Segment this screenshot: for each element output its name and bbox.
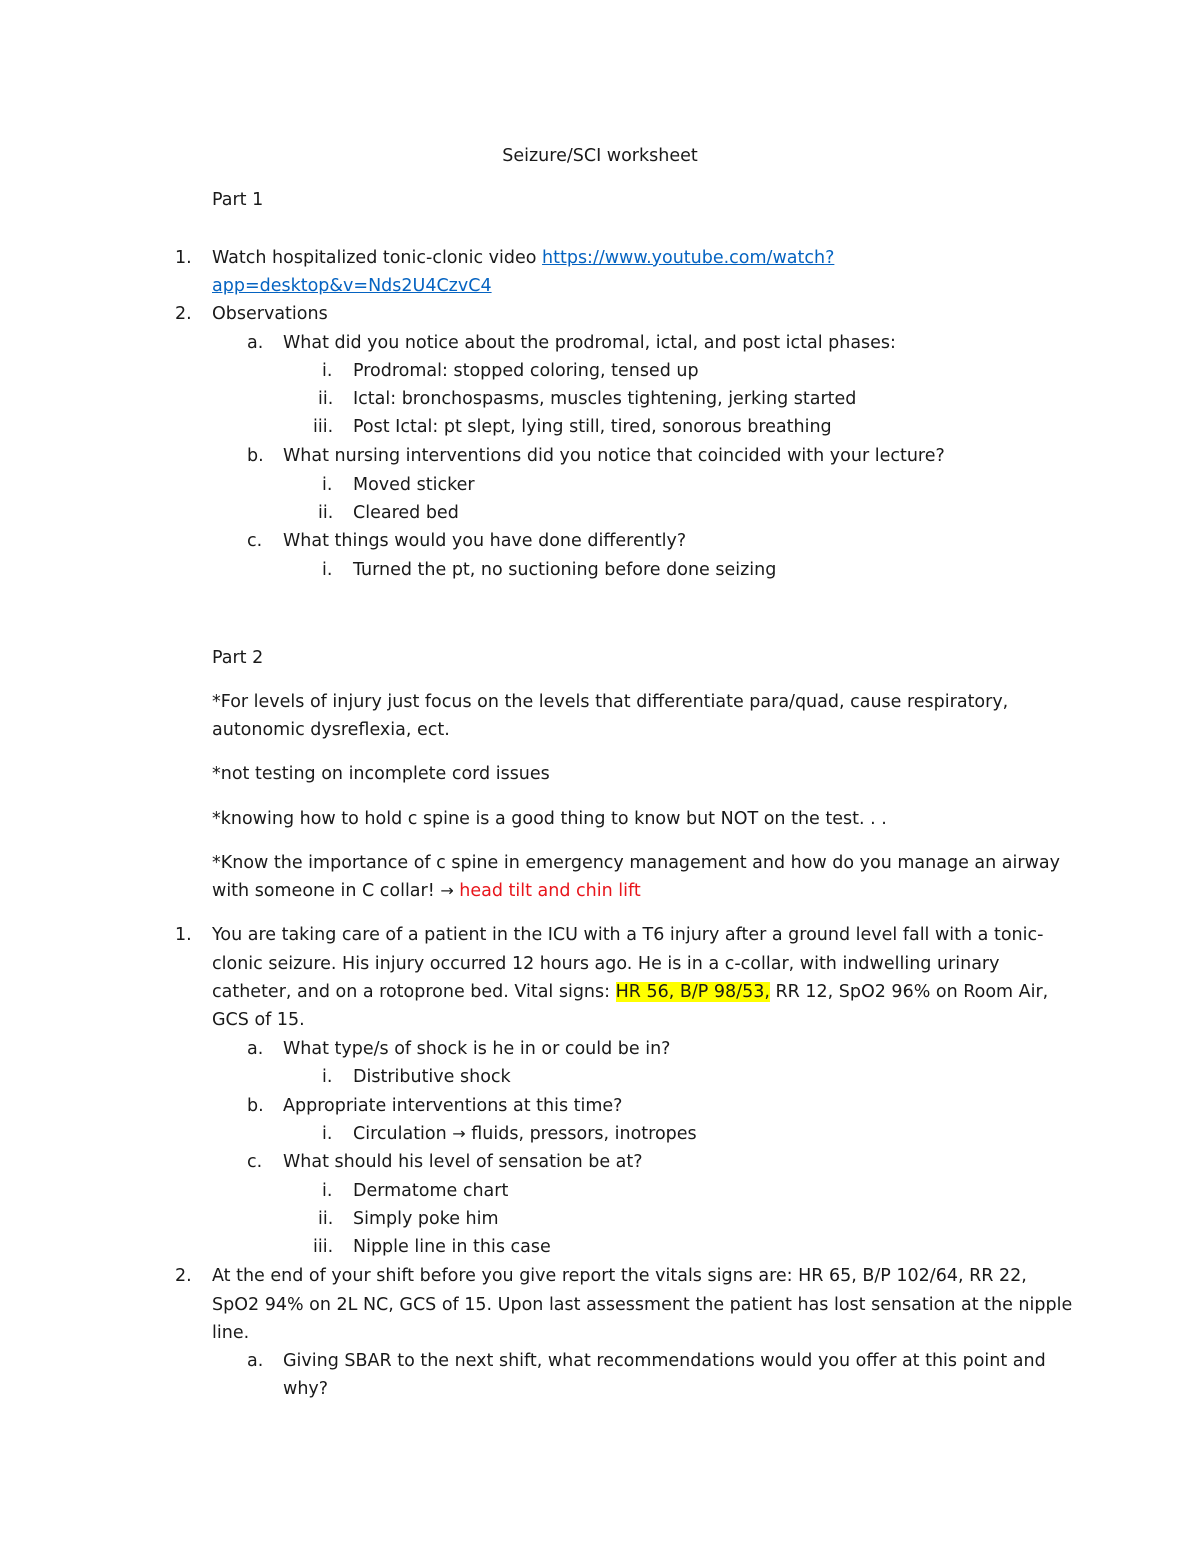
sub-label: a. xyxy=(247,1039,264,1059)
question-line xyxy=(212,984,1048,1002)
answer-text: Distributive shock xyxy=(353,1067,511,1087)
question-line: SpO2 94% on 2L NC, GCS of 15. Upon last assessment the patient has lost sensation at the nipple xyxy=(212,1295,1073,1315)
video-link[interactable]: https://www.youtube.com/watch? xyxy=(542,248,835,268)
answer-text: Moved sticker xyxy=(353,475,475,495)
answer-text xyxy=(353,1126,697,1144)
answer-text: Post Ictal: pt slept, lying still, tired, sonorous breathing xyxy=(353,417,832,437)
sub-label: a. xyxy=(247,1351,264,1371)
sub-question: What things would you have done differently? xyxy=(283,531,687,551)
answer-text-part: Circulation xyxy=(353,1124,453,1144)
sub-label: b. xyxy=(247,446,264,466)
sub-label: a. xyxy=(247,333,264,353)
note-line: *For levels of injury just focus on the levels that differentiate para/quad, cause respiratory, xyxy=(212,692,1009,712)
answer-text: Turned the pt, no suctioning before done seizing xyxy=(353,560,777,580)
note-line: autonomic dysreflexia, ect. xyxy=(212,720,450,740)
part1-heading: Part 1 xyxy=(212,190,264,210)
arrow-right-icon: → xyxy=(440,881,454,900)
sub-question: What nursing interventions did you notice that coincided with your lecture? xyxy=(283,446,945,466)
note-line: *knowing how to hold c spine is a good thing to know but NOT on the test. . . xyxy=(212,809,887,829)
note-line: *not testing on incomplete cord issues xyxy=(212,764,550,784)
answer-text: Simply poke him xyxy=(353,1209,499,1229)
part2-heading: Part 2 xyxy=(212,648,264,668)
question-line: line. xyxy=(212,1323,250,1343)
page-title: Seizure/SCI worksheet xyxy=(502,146,698,166)
list-item: Observations xyxy=(212,304,328,324)
red-answer-text: head tilt and chin lift xyxy=(453,881,641,901)
answer-label: i. xyxy=(322,560,333,580)
answer-label: i. xyxy=(322,475,333,495)
answer-text: Nipple line in this case xyxy=(353,1237,551,1257)
answer-label: ii. xyxy=(318,503,334,523)
sub-question: Giving SBAR to the next shift, what recommendations would you offer at this point and xyxy=(283,1351,1046,1371)
answer-label: ii. xyxy=(318,389,334,409)
answer-text-part: fluids, pressors, inotropes xyxy=(465,1124,697,1144)
note-line: *Know the importance of c spine in emergency management and how do you manage an airway xyxy=(212,853,1060,873)
item-text: Watch hospitalized tonic-clonic video xyxy=(212,248,543,268)
answer-label: i. xyxy=(322,1067,333,1087)
sub-label: c. xyxy=(247,531,263,551)
question-line: GCS of 15. xyxy=(212,1010,305,1030)
answer-label: iii. xyxy=(313,1237,334,1257)
sub-question: What type/s of shock is he in or could be in? xyxy=(283,1039,671,1059)
answer-text: Ictal: bronchospasms, muscles tightening, jerking started xyxy=(353,389,857,409)
sub-label: b. xyxy=(247,1096,264,1116)
question-line: You are taking care of a patient in the ICU with a T6 injury after a ground level fall with a tonic- xyxy=(212,925,1044,945)
answer-label: iii. xyxy=(313,417,334,437)
answer-text: Dermatome chart xyxy=(353,1181,509,1201)
list-number: 2. xyxy=(175,304,192,324)
list-number: 1. xyxy=(175,925,192,945)
answer-text: Prodromal: stopped coloring, tensed up xyxy=(353,361,699,381)
sub-question: why? xyxy=(283,1379,329,1399)
arrow-right-icon: → xyxy=(452,1124,466,1143)
answer-label: ii. xyxy=(318,1209,334,1229)
note-text: with someone in C collar! xyxy=(212,881,441,901)
highlighted-vitals: HR 56, B/P 98/53, xyxy=(615,982,770,1002)
answer-text: Cleared bed xyxy=(353,503,459,523)
list-item xyxy=(212,250,834,268)
sub-question: What should his level of sensation be at? xyxy=(283,1152,643,1172)
video-link-continued[interactable]: app=desktop&v=Nds2U4CzvC4 xyxy=(212,276,492,296)
list-number: 1. xyxy=(175,248,192,268)
question-text: catheter, and on a rotoprone bed. Vital signs: xyxy=(212,982,616,1002)
answer-label: i. xyxy=(322,1124,333,1144)
question-line: At the end of your shift before you give report the vitals signs are: HR 65, B/P 102/64, RR 22, xyxy=(212,1266,1027,1286)
answer-label: i. xyxy=(322,361,333,381)
question-text: RR 12, SpO2 96% on Room Air, xyxy=(769,982,1049,1002)
sub-question: Appropriate interventions at this time? xyxy=(283,1096,623,1116)
list-number: 2. xyxy=(175,1266,192,1286)
question-line: clonic seizure. His injury occurred 12 hours ago. He is in a c-collar, with indwelling urinary xyxy=(212,954,1000,974)
note-line xyxy=(212,883,641,901)
sub-question: What did you notice about the prodromal, ictal, and post ictal phases: xyxy=(283,333,896,353)
sub-label: c. xyxy=(247,1152,263,1172)
answer-label: i. xyxy=(322,1181,333,1201)
